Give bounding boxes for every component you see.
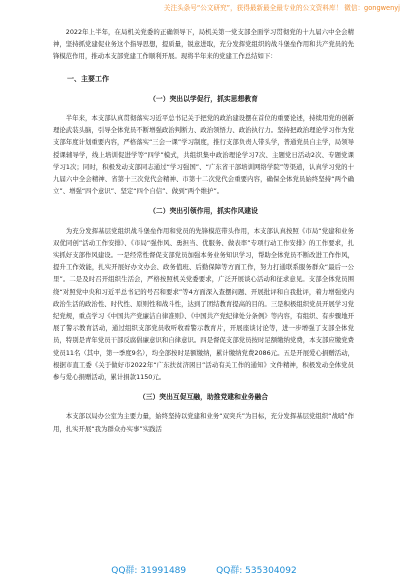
subsection-heading-1: （一）突出以学促行，抓实思想教育 <box>149 94 258 103</box>
subsection-heading-2: （二）突出引领作用，抓实作风建设 <box>149 207 258 216</box>
section-heading-main-work: 一、主要工作 <box>67 74 109 83</box>
footer-contact <box>0 558 408 580</box>
document-page <box>0 18 408 560</box>
qq-group-2: QQ群: 535304092 <box>216 565 297 576</box>
promo-banner: 关注头条号“公文研究”，获得最新最全最专业的公文资料库！ 微信：gongwenyj <box>0 0 408 16</box>
subsection-heading-3: （三）突出互促互融，助推党建和业务融合 <box>138 393 269 402</box>
intro-paragraph: 2022年上半年，在局机关党委的正确领导下，局机关第一党支部全面学习贯彻党的十九届六中全会精神，坚持抓党建促业务这个指导思想，提质量，锐意进取，充分发挥党组织的战斗堡垒作用和共产党员的先锋模范作用，推动本支部党建工作顺利开展。现将半年来的党建工作总结如下： <box>53 28 354 61</box>
subsection-3-body: 本支部以局办公室为主要力量，始终坚持以党建和业务“双突兵”为目标，充分发挥基层党组织“战哨”作用，扎实开展“我为群众办实事”实践活 <box>53 412 354 433</box>
subsection-2-body: 为充分发挥基层党组织战斗堡垒作用和党员的先锋模范带头作用，本支部认真按照《市局“党建和业务双优同创”活动工作安排》、《市局“强作风、勇担当、优服务、做表率”专项行动工作安排》的工作要求，扎实抓好支部作风建设。一是经常性督促支部党员加强本务业务知识学习，帮助全体党员不断改进工作作风，提升工作效能，扎实开展好办文办会、政务值班、后勤保障等方面工作，努力打通联系服务群众“最后一公里”。二是及时召开组织生活会，严格按照机关党委要求，广泛开展谈心活动和征求意见。支部全体党员围绕“对照党中央和习近平总书记的号召和要求”等4方面深入查摆问题、开展批评和自我批评，着力增强党内政治生活的政治性、时代性、原则性和战斗性，达到了团结教育提高的目的。三是积极组织党员开展学习党纪党规，重点学习《中国共产党廉洁自律准则》、《中国共产党纪律处分条例》等内容，有组织、有步骤地开展了警示教育活动，通过组织支部党员收听收看警示教育片，开展座谈讨论等，进一步增强了支部全体党员，特别是青年党员干部反腐倡廉意识和自律意识。四是督促支部党员按时足额缴纳党费，本支部应缴党费党员11名（其中，第一季度9名），均全部按时足额缴纳，累计缴纳党费2086元。五是开展爱心捐赠活动，根据市直工委《关于做好市2022年“广东扶贫济困日”活动有关工作的通知》文件精神，积极发动全体党员参与爱心捐赠活动，累计捐款1150元。 <box>53 226 354 382</box>
subsection-1-body: 半年来，本支部认真贯彻落实习近平总书记关于把党的政治建设摆在首位的重要论述，持续用党的创新理论武装头脑，引导全体党员不断增强政治判断力、政治领悟力、政治执行力。坚持把政治理论学习作为党支部年度计划重要内容，严格落实“三会一课”学习制度，推行支部负责人带头学，普通党员自主学，局领导授课辅导学，线上培训促进学等“四学”模式，共组织集中政治理论学习7次、主题党日活动2次、专题党课学习1次；同时，积极发动支部同志通过“学习强国”、“广东省干部培训网络学院”等渠道，认真学习党的十九届六中全会精神、省第十三次党代会精神、市第十二次党代会重要内容，确保全体党员始终坚持“两个确立”、增强“四个意识”、坚定“四个自信”、做到“两个维护”。 <box>53 114 354 196</box>
qq-group-1: QQ群: 31991489 <box>111 565 187 576</box>
